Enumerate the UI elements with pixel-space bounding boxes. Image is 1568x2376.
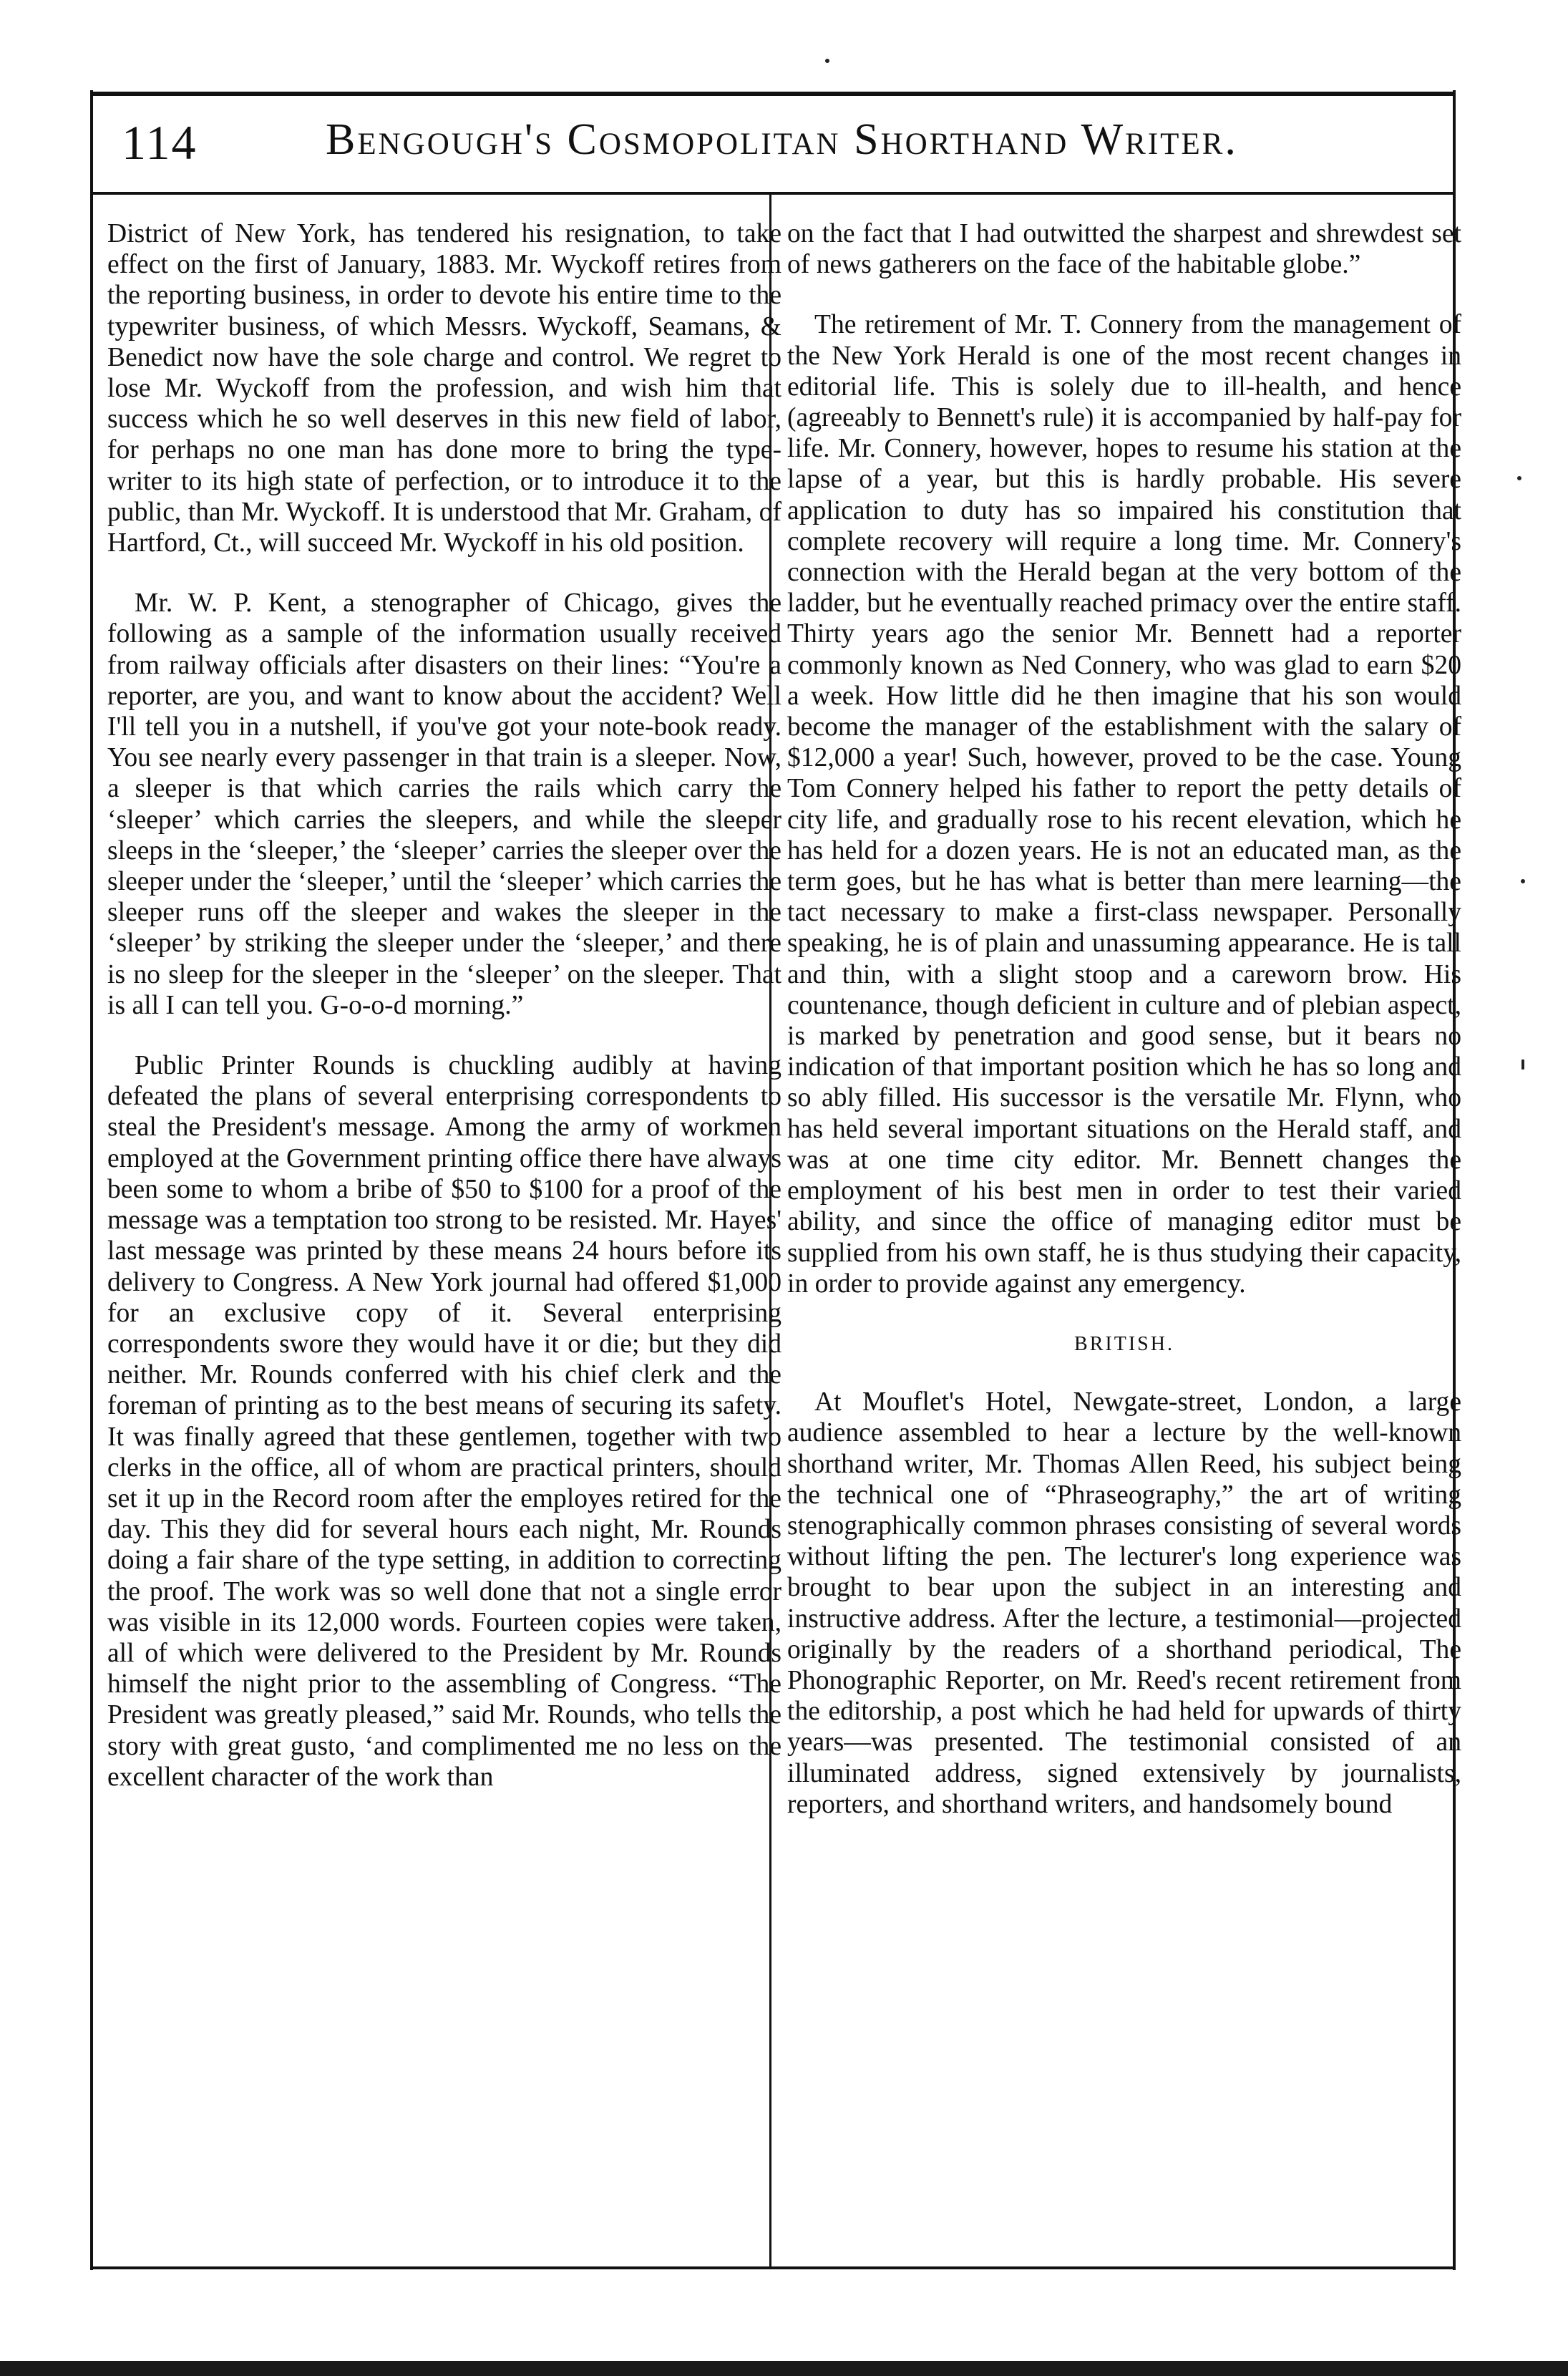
print-speck	[1517, 476, 1521, 480]
print-speck	[1521, 1059, 1524, 1070]
paragraph-wyckoff: District of New York, has tendered his resignation, to take effect on the first of January, 1883. Mr. Wyckoff retires from the reporting business, in order to devote his entire time to the typewriter business, of which Messrs. Wyckoff, Seamans, & Benedict now have the sole charge and control. We regret to lose Mr. Wyckoff from the profession, and wish him that success which he so well deserves in this new field of labor, for perhaps no one man has done more to bring the type-writer to its high state of perfection, or to introduce it to the public, than Mr. Wyckoff. It is understood that Mr. Graham, of Hartford, Ct., will succeed Mr. Wyckoff in his old position.	[107, 219, 781, 558]
paragraph-rounds: Public Printer Rounds is chuckling audibly at having defeated the plans of several enterprising correspondents to steal the President's message. Among the army of workmen employed at the Government printing office there have always been some to whom a bribe of $50 to $100 for a proof of the message was a temptation too strong to be resisted. Mr. Hayes' last message was printed by these means 24 hours before its delivery to Congress. A New York journal had offered $1,000 for an exclusive copy of it. Several enterprising correspondents swore they would have it or die; but they did neither. Mr. Rounds conferred with his chief clerk and the foreman of printing as to the best means of securing its safety. It was finally agreed that these gentlemen, together with two clerks in the office, all of whom are practical printers, should set it up in the Record room after the employes retired for the day. This they did for several hours each night, Mr. Rounds doing a fair share of the type setting, in addition to correcting the proof. The work was so well done that not a single error was visible in its 12,000 words. Fourteen copies were taken, all of which were delivered to the President by Mr. Rounds himself the night prior to the assembling of Congress. “The President was greatly pleased,” said Mr. Rounds, who tells the story with great gusto, ‘and complimented me no less on the excellent character of the work than	[107, 1051, 781, 1792]
left-column	[107, 218, 781, 2262]
print-speck	[1521, 879, 1525, 883]
right-column	[787, 218, 1461, 2262]
paragraph-kent: Mr. W. P. Kent, a stenographer of Chicago, gives the following as a sample of the information usually received from railway officials after disasters on their lines: “You're a reporter, are you, and want to know about the accident? Well I'll tell you in a nutshell, if you've got your note-book ready. You see nearly every passenger in that train is a sleeper. Now, a sleeper is that which carries the rails which carry the ‘sleeper’ which carries the sleepers, and while the sleeper sleeps in the ‘sleeper,’ the ‘sleeper’ carries the sleeper over the sleeper under the ‘sleeper,’ until the ‘sleeper’ which carries the sleeper runs off the sleeper and wakes the sleeper in the ‘sleeper’ by striking the sleeper under the ‘sleeper,’ and there is no sleep for the sleeper in the ‘sleeper’ on the sleeper. That is all I can tell you. G-o-o-d morning.”	[107, 588, 781, 1020]
running-title: Bengough's Cosmopolitan Shorthand Writer.	[326, 115, 1238, 164]
top-rule	[90, 92, 1453, 96]
section-heading-british: BRITISH.	[1074, 1332, 1174, 1355]
header-rule	[90, 192, 1453, 195]
paragraph-continuation: on the fact that I had outwitted the sharpest and shrewdest set of news gatherers on the face of the habitable globe.”	[787, 219, 1461, 280]
paragraph-reed: At Mouflet's Hotel, Newgate-street, London, a large audience assembled to hear a lecture by the well-known shorthand writer, Mr. Thomas Allen Reed, his subject being the technical one of “Phraseography,” the art of writing stenographically common phrases consisting of several words without lifting the pen. The lecturer's long experience was brought to bear upon the subject in an interesting and instructive address. After the lecture, a testimonial—projected originally by the readers of a shorthand periodical, The Phonographic Reporter, on Mr. Reed's recent retirement from the editorship, a post which he had held for upwards of thirty years—was presented. The testimonial consisted of an illuminated address, signed extensively by journalists, reporters, and shorthand writers, and handsomely bound	[787, 1387, 1461, 1819]
page-number: 114	[122, 115, 198, 170]
paragraph-connery: The retirement of Mr. T. Connery from the management of the New York Herald is one of the most recent changes in editorial life. This is solely due to ill-health, and hence (agreeably to Bennett's rule) it is accompanied by half-pay for life. Mr. Connery, however, hopes to resume his station at the lapse of a year, but this is hardly probable. His severe application to duty has so impaired his constitution that complete recovery will require a long time. Mr. Connery's connection with the Herald began at the very bottom of the ladder, but he eventually reached primacy over the entire staff. Thirty years ago the senior Mr. Bennett had a reporter commonly known as Ned Connery, who was glad to earn $20 a week. How little did he then imagine that his son would become the manager of the establishment with the salary of $12,000 a year! Such, however, proved to be the case. Young Tom Connery helped his father to report the petty details of city life, and gradually rose to his recent elevation, which he has held for a dozen years. He is not an educated man, as the term goes, but he has what is better than mere learning—the tact necessary to make a first-class newspaper. Personally speaking, he is of plain and unassuming appearance. He is tall and thin, with a slight stoop and a careworn brow. His countenance, though deficient in culture and of plebian aspect, is marked by penetration and good sense, but it bears no indication of that important position which he has so long and so ably filled. His successor is the versatile Mr. Flynn, who has held several important situations on the Herald staff, and was at one time city editor. Mr. Bennett changes the employment of his best men in order to test their varied ability, and since the office of managing editor must be supplied from his own staff, he is thus studying their capacity, in order to provide against any emergency.	[787, 310, 1461, 1299]
bottom-rule	[90, 2266, 1453, 2269]
print-speck	[825, 59, 829, 63]
page-edge-band	[0, 2361, 1568, 2376]
